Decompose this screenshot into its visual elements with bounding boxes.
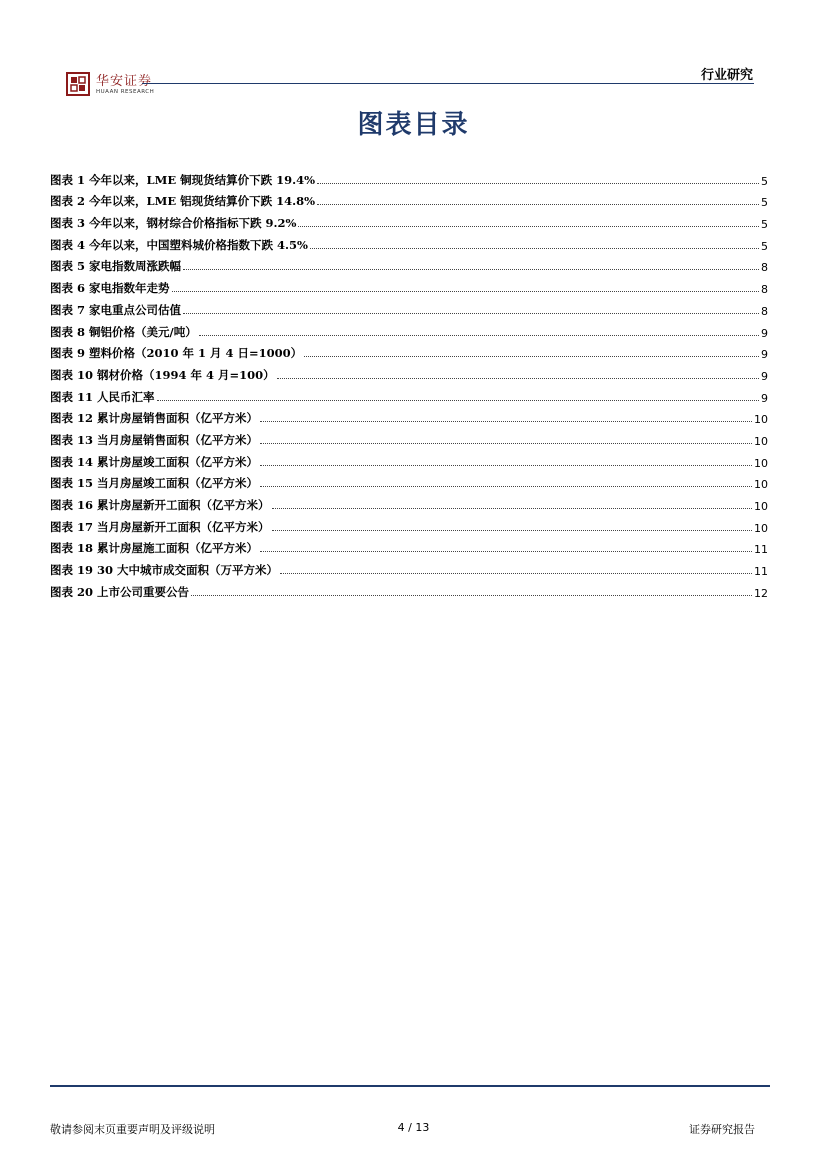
toc-entry[interactable] bbox=[50, 166, 768, 188]
toc-entry-page: 8 bbox=[761, 283, 768, 297]
toc-dot-leader bbox=[310, 248, 759, 249]
toc-entry-page: 10 bbox=[754, 478, 768, 492]
header-divider bbox=[142, 83, 754, 84]
toc-dot-leader bbox=[272, 530, 752, 531]
logo-text-cn: 华安证券 bbox=[96, 74, 153, 89]
toc-entry-label: 图表 8 铜铝价格（美元/吨） bbox=[50, 324, 197, 339]
toc-entry-label: 图表 14 累计房屋竣工面积（亿平方米） bbox=[50, 454, 259, 469]
toc-dot-leader bbox=[260, 443, 752, 444]
toc-entry-label: 图表 13 当月房屋销售面积（亿平方米） bbox=[50, 432, 259, 447]
toc-entry-page: 9 bbox=[761, 348, 768, 362]
toc-entry-label: 图表 16 累计房屋新开工面积（亿平方米） bbox=[50, 498, 270, 512]
toc-dot-leader bbox=[260, 465, 752, 466]
toc-dot-leader bbox=[304, 356, 759, 357]
toc-entry-label: 图表 7 家电重点公司估值 bbox=[50, 302, 182, 317]
toc-entry-page: 5 bbox=[761, 196, 768, 210]
toc-entry-label: 图表 11 人民币汇率 bbox=[50, 389, 155, 404]
page-number: 4 / 13 bbox=[397, 1121, 430, 1134]
toc-entry[interactable] bbox=[50, 188, 768, 210]
toc-dot-leader bbox=[183, 313, 759, 314]
toc-entry-label: 图表 2 今年以来，LME 铝现货结算价下跌 14.8% bbox=[50, 194, 316, 209]
toc-dot-leader bbox=[260, 421, 752, 422]
toc-entry-page: 8 bbox=[761, 304, 768, 318]
toc-entry-page: 9 bbox=[761, 326, 768, 340]
toc-entry-label: 图表 5 家电指数周涨跌幅 bbox=[50, 259, 182, 274]
toc-entry[interactable] bbox=[50, 513, 768, 535]
toc-dot-leader bbox=[272, 508, 752, 509]
logo-text-en: HUAAN RESEARCH bbox=[96, 89, 155, 95]
toc-dot-leader bbox=[317, 204, 759, 205]
toc-dot-leader bbox=[260, 551, 752, 552]
toc-entry[interactable] bbox=[50, 231, 768, 253]
toc-dot-leader bbox=[280, 573, 752, 574]
toc-entry-label: 图表 6 家电指数年走势 bbox=[50, 281, 170, 296]
toc-entry-page: 5 bbox=[761, 218, 768, 232]
toc-dot-leader bbox=[199, 335, 759, 336]
toc-entry-page: 10 bbox=[754, 521, 768, 535]
toc-entry-label: 图表 9 塑料价格（2010 年 1 月 4 日=1000） bbox=[50, 346, 303, 361]
toc-entry[interactable] bbox=[50, 470, 768, 492]
toc-entry-page: 11 bbox=[754, 543, 768, 557]
page-header bbox=[0, 0, 827, 110]
toc-entry-label: 图表 19 30 大中城市成交面积（万平方米） bbox=[50, 563, 279, 578]
page-title: 图表目录 bbox=[357, 110, 470, 140]
toc-entry-label: 图表 3 今年以来，钢材综合价格指标下跌 9.2% bbox=[50, 216, 297, 231]
toc-entry[interactable] bbox=[50, 426, 768, 448]
toc-entry-label: 图表 20 上市公司重要公告 bbox=[50, 584, 190, 599]
toc-dot-leader bbox=[277, 378, 759, 379]
toc-entry[interactable] bbox=[50, 535, 768, 557]
toc-entry[interactable] bbox=[50, 556, 768, 578]
toc-dot-leader bbox=[298, 226, 759, 227]
toc-entry[interactable] bbox=[50, 383, 768, 405]
toc-entry-label: 图表 10 钢材价格（1994 年 4 月=100） bbox=[50, 367, 275, 382]
toc-entry-page: 11 bbox=[754, 565, 768, 579]
footer-disclaimer: 敬请参阅末页重要声明及评级说明 bbox=[50, 1123, 215, 1136]
toc-entry-page: 10 bbox=[754, 500, 768, 513]
toc-entry-page: 5 bbox=[761, 174, 768, 188]
toc-dot-leader bbox=[183, 269, 759, 270]
toc-entry-page: 8 bbox=[761, 261, 768, 275]
toc-entry[interactable] bbox=[50, 361, 768, 383]
toc-entry-label: 图表 12 累计房屋销售面积（亿平方米） bbox=[50, 411, 259, 426]
toc-entry[interactable] bbox=[50, 274, 768, 296]
toc-entry-label: 图表 1 今年以来，LME 铜现货结算价下跌 19.4% bbox=[50, 172, 316, 187]
table-of-figures bbox=[50, 166, 768, 600]
footer-report-type: 证券研究报告 bbox=[689, 1123, 755, 1136]
toc-dot-leader bbox=[172, 291, 759, 292]
toc-entry-page: 10 bbox=[754, 434, 768, 448]
toc-entry[interactable] bbox=[50, 340, 768, 362]
toc-dot-leader bbox=[260, 486, 752, 487]
toc-entry[interactable] bbox=[50, 296, 768, 318]
toc-dot-leader bbox=[191, 595, 752, 596]
logo-mark-icon bbox=[66, 72, 90, 96]
toc-entry[interactable] bbox=[50, 448, 768, 470]
toc-entry[interactable] bbox=[50, 253, 768, 275]
toc-entry[interactable] bbox=[50, 578, 768, 600]
toc-entry-page: 5 bbox=[761, 239, 768, 253]
toc-entry[interactable] bbox=[50, 318, 768, 340]
toc-entry[interactable] bbox=[50, 491, 768, 513]
toc-entry[interactable] bbox=[50, 209, 768, 231]
toc-entry-label: 图表 15 当月房屋竣工面积（亿平方米） bbox=[50, 476, 259, 491]
toc-entry-page: 12 bbox=[754, 586, 768, 600]
toc-entry-label: 图表 17 当月房屋新开工面积（亿平方米） bbox=[50, 519, 270, 534]
toc-entry-label: 图表 18 累计房屋施工面积（亿平方米） bbox=[50, 541, 259, 556]
company-logo bbox=[66, 70, 176, 100]
toc-entry-page: 9 bbox=[761, 391, 768, 405]
toc-entry-page: 10 bbox=[754, 456, 768, 470]
footer-divider bbox=[50, 1085, 770, 1087]
toc-entry-page: 10 bbox=[754, 413, 768, 427]
report-category: 行业研究 bbox=[700, 68, 753, 83]
toc-entry[interactable] bbox=[50, 405, 768, 427]
toc-dot-leader bbox=[317, 183, 759, 184]
toc-entry-page: 9 bbox=[761, 369, 768, 383]
toc-dot-leader bbox=[157, 400, 759, 401]
toc-entry-label: 图表 4 今年以来，中国塑料城价格指数下跌 4.5% bbox=[50, 237, 308, 252]
